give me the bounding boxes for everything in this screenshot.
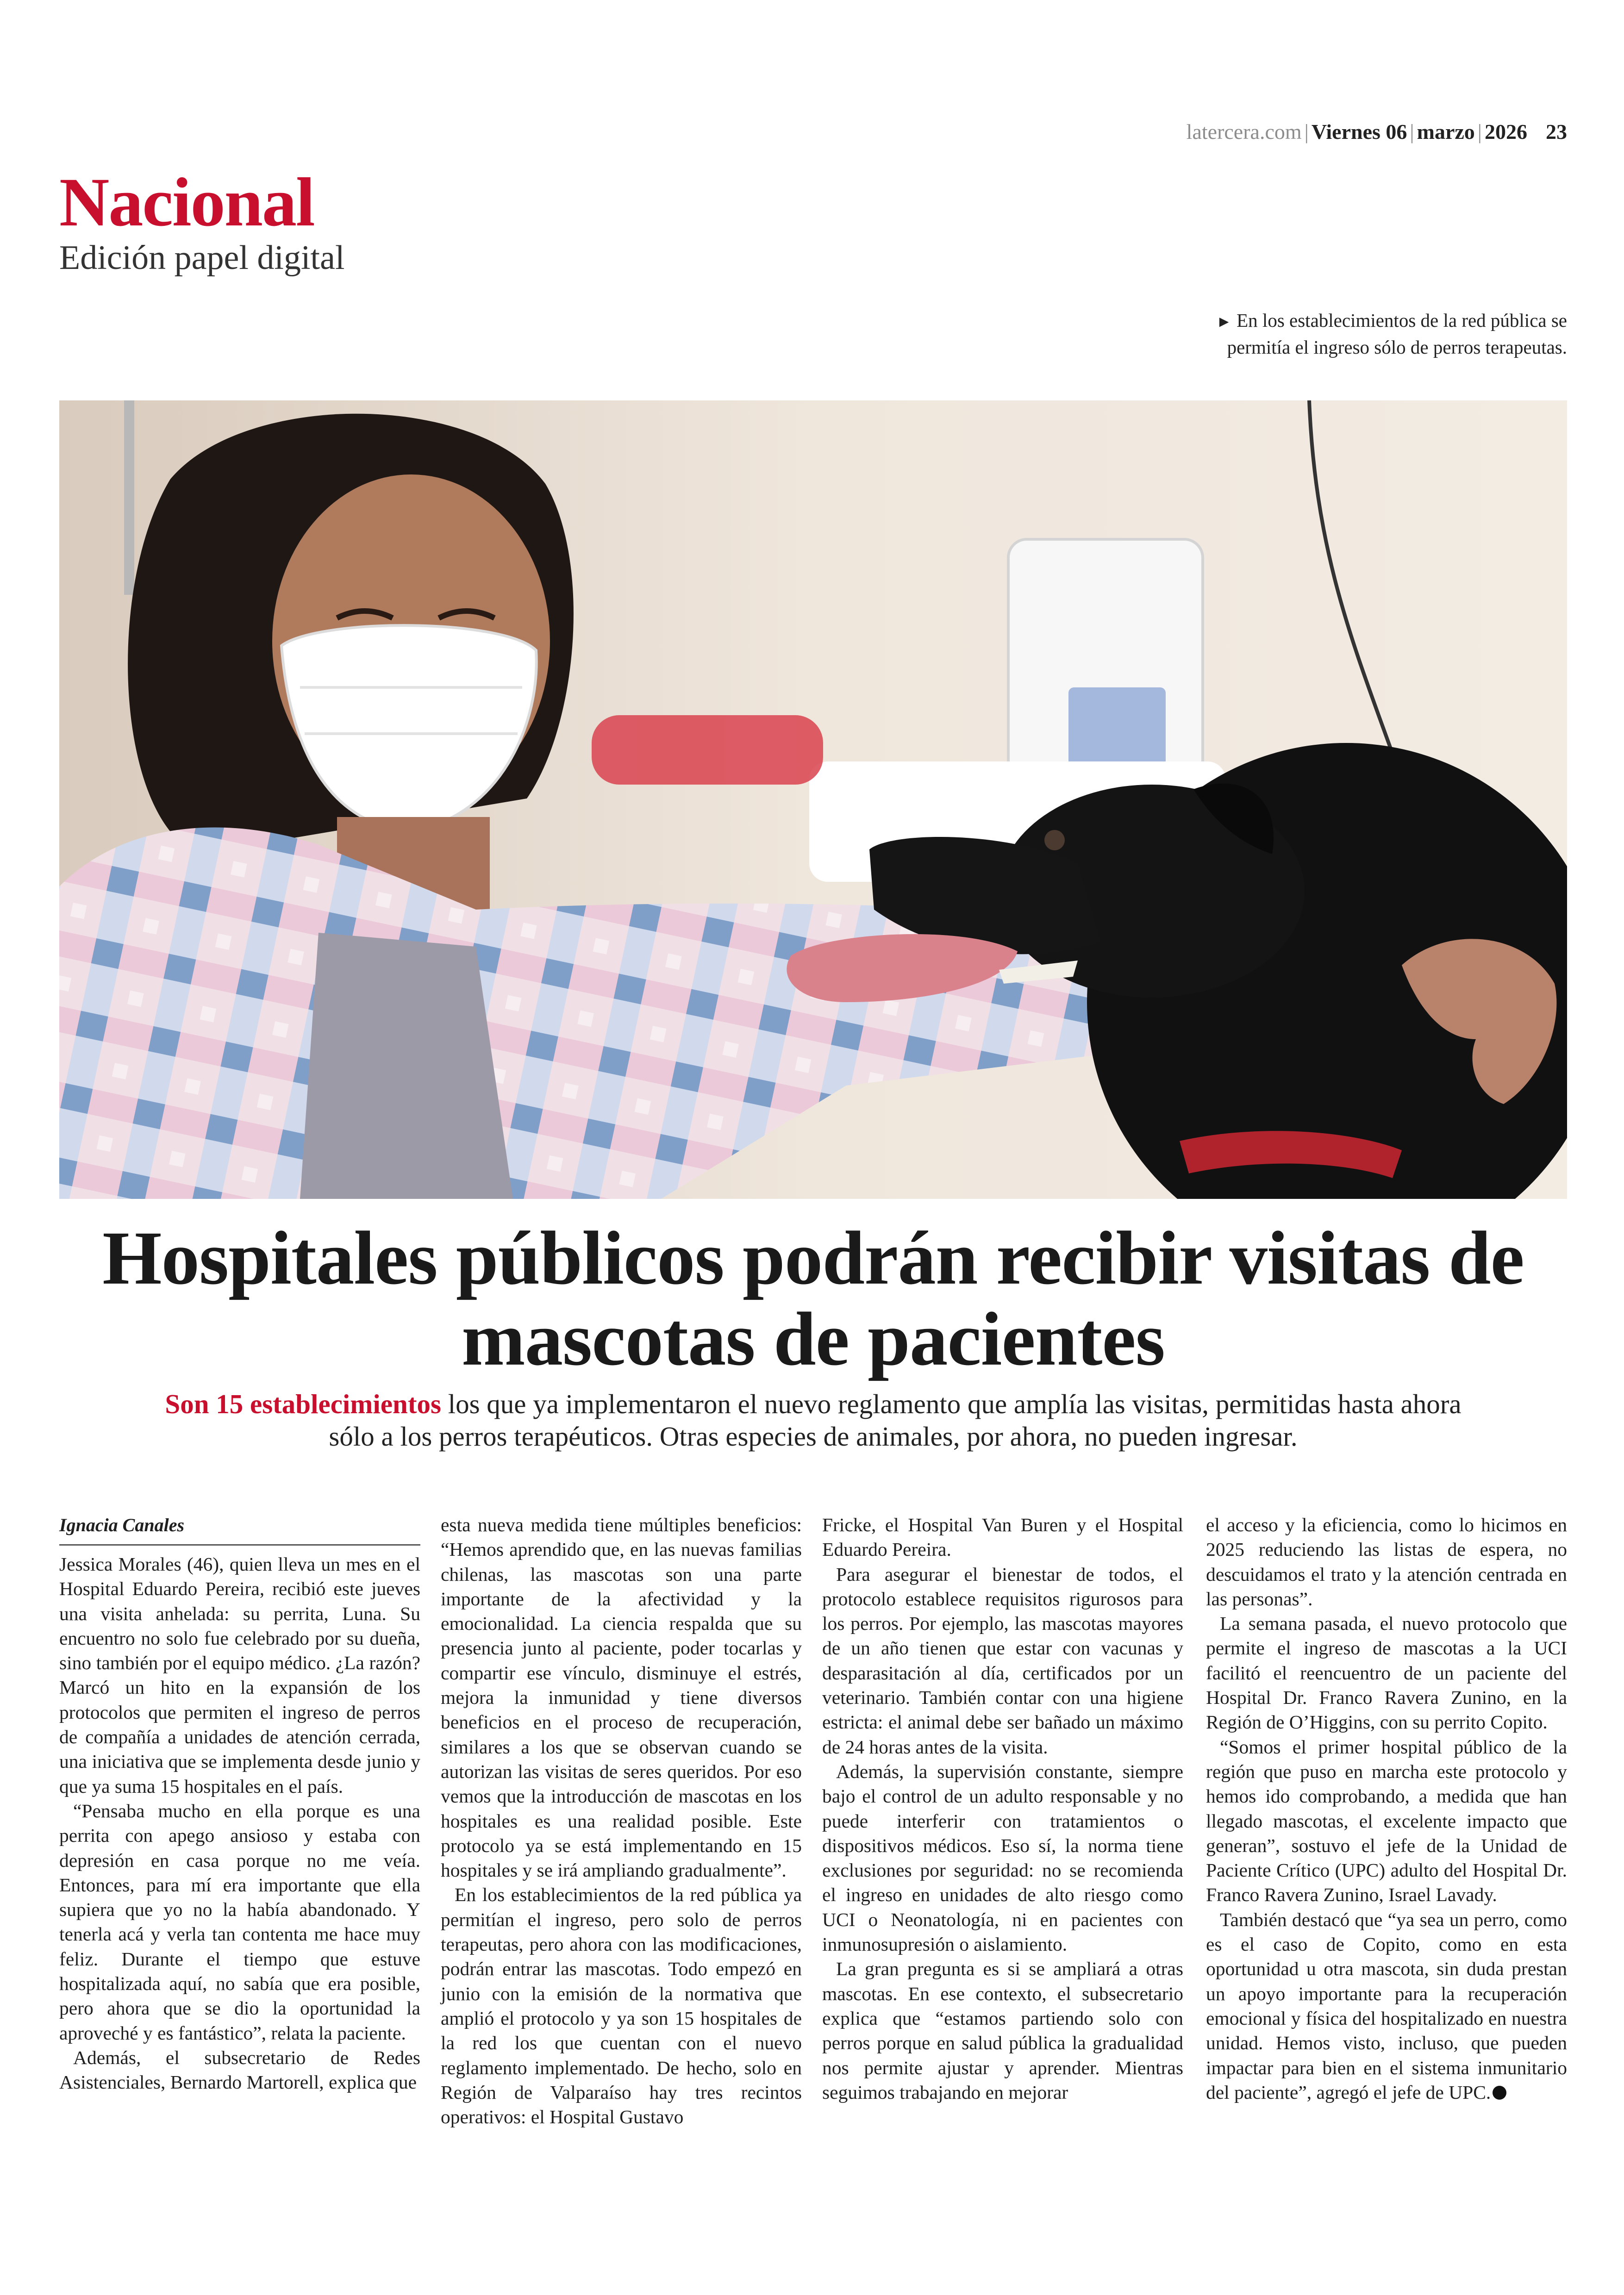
photo-caption <box>1185 308 1567 360</box>
header-separator: | <box>1477 120 1482 143</box>
lede-text: los que ya implementaron el nuevo reglamento que amplía las visitas, permitidas hasta ahora sólo a los perros terapéuticos. Otras especies de animales, por ahora, no pueden ingresar. <box>329 1389 1462 1452</box>
paragraph: Fricke, el Hospital Van Buren y el Hospital Eduardo Pereira. <box>822 1514 1183 1560</box>
paragraph: el acceso y la eficiencia, como lo hicimos en 2025 reduciendo las listas de espera, no descuidamos el trato y la atención centrada en las personas”. <box>1206 1514 1567 1609</box>
article-lede <box>139 1388 1487 1453</box>
header-day: Viernes 06 <box>1311 120 1407 143</box>
paragraph: esta nueva medida tiene múltiples beneficios: “Hemos aprendido que, en las nuevas familias chilenas, las mascotas son una parte importante de la afectividad y la emocionalidad. La ciencia respalda que su presencia junto al paciente, poder tocarlas y compartir ese vínculo, disminuye el estrés, mejora la inmunidad y tiene diversos beneficios en el proceso de recuperación, similares a los que se observan cuando se autorizan las visitas de seres queridos. Por eso vemos que la introducción de mascotas en los hospitales es una realidad posible. Este protocolo ya se está implementando en 15 hospitales y se irá ampliando gradualmente”. <box>441 1514 802 1881</box>
paragraph: La gran pregunta es si se ampliará a otras mascotas. En ese contexto, el subsecretario explica que “estamos partiendo solo con perros porque en salud pública la gradualidad nos permite ajustar y aprender. Mientras seguimos trabajando en mejorar <box>822 1958 1183 2103</box>
paragraph: Jessica Morales (46), quien lleva un mes en el Hospital Eduardo Pereira, recibió este jueves una visita anhelada: su perrita, Luna. Su encuentro no solo fue celebrado por su dueña, sino también por el equipo médico. ¿La razón? Marcó un hito en la expansión de los protocolos que permiten el ingreso de perros de compañía a unidades de atención cerrada, una iniciativa que se implementa desde junio y que ya suma 15 hospitales en el país. <box>59 1553 420 1797</box>
article-headline: Hospitales públicos podrán recibir visitas de mascotas de pacientes <box>102 1216 1524 1381</box>
paragraph: En los establecimientos de la red pública ya permitían el ingreso, pero solo de perros terapeutas, pero ahora con las modificaciones, podrán entrar las mascotas. Todo empezó en junio con la emisión de la normativa que amplió el protocolo y ya son 15 hospitales de la red los que cuentan con el nuevo reglamento implementado. De hecho, solo en Región de Valparaíso hay tres recintos operativos: el Hospital Gustavo <box>441 1884 802 2128</box>
article-column-3 <box>822 1513 1183 2105</box>
end-mark-icon <box>1493 2086 1506 2100</box>
lede-highlight: Son 15 establecimientos <box>165 1389 441 1419</box>
article-column-2 <box>441 1513 802 2129</box>
header-separator: | <box>1304 120 1309 143</box>
article-photo <box>59 400 1567 1199</box>
caption-text: En los establecimientos de la red pública se permitía el ingreso sólo de perros terapeutas. <box>1227 310 1567 358</box>
site-name[interactable]: latercera.com <box>1186 120 1302 143</box>
caption-arrow-icon: ► <box>1216 313 1232 331</box>
paragraph: Además, la supervisión constante, siempre bajo el control de un adulto responsable y no puede interferir con tratamientos o dispositivos médicos. Eso sí, la norma tiene exclusiones por seguridad: no se recomienda el ingreso en unidades de alto riesgo como UCI o Neonatología, ni en pacientes con inmunosupresión o aislamiento. <box>822 1760 1183 1955</box>
article-column-4 <box>1206 1513 1567 2105</box>
byline: Ignacia Canales <box>59 1513 420 1546</box>
paragraph: “Somos el primer hospital público de la región que puso en marcha este protocolo y hemos ido comprobando, a medida que han llegado mascotas, el excelente impacto que generan”, sostuvo el jefe de la Unidad de Paciente Crítico (UPC) adulto del Hospital Dr. Franco Ravera Zunino, Israel Lavady. <box>1206 1736 1567 1906</box>
page-number: 23 <box>1546 120 1567 143</box>
section-subtitle: Edición papel digital <box>59 239 345 277</box>
section-title: Nacional <box>59 164 314 241</box>
paragraph: Además, el subsecretario de Redes Asistenciales, Bernardo Martorell, explica que <box>59 2046 420 2093</box>
header-separator: | <box>1410 120 1414 143</box>
paragraph: La semana pasada, el nuevo protocolo que permite el ingreso de mascotas a la UCI facilitó el reencuentro de un paciente del Hospital Dr. Franco Ravera Zunino, en la Región de O’Higgins, con su perrito Copito. <box>1206 1613 1567 1733</box>
header-month: marzo <box>1417 120 1475 143</box>
header-year: 2026 <box>1485 120 1527 143</box>
paragraph <box>1206 1908 1567 2105</box>
paragraph: “Pensaba mucho en ella porque es una perrita con apego ansioso y estaba con depresión en casa porque no me veía. Entonces, para mí era importante que ella supiera que yo no la había abandonado. Y tenerla acá y verla tan contenta me hace muy feliz. Durante el tiempo que estuve hospitalizada aquí, no sabía que era posible, pero ahora que se dio la oportunidad la aproveché y es fantástico”, relata la paciente. <box>59 1800 420 2044</box>
article-column-1 <box>59 1513 420 2095</box>
page-header <box>1065 119 1567 144</box>
paragraph: Para asegurar el bienestar de todos, el protocolo establece requisitos rigurosos para los perros. Por ejemplo, las mascotas mayores de un año tienen que estar con vacunas y desparasitación al día, certificados por un veterinario. También contar con una higiene estricta: el animal debe ser bañado un máximo de 24 horas antes de la visita. <box>822 1563 1183 1758</box>
paragraph-text: También destacó que “ya sea un perro, como es el caso de Copito, como en esta oportunidad u otra mascota, sin duda prestan un apoyo importante para la recuperación emocional y física del hospitalizado en nuestra unidad. Hemos visto, incluso, que pueden impactar para bien en el sistema inmunitario del paciente”, agregó el jefe de UPC. <box>1206 1908 1567 2103</box>
